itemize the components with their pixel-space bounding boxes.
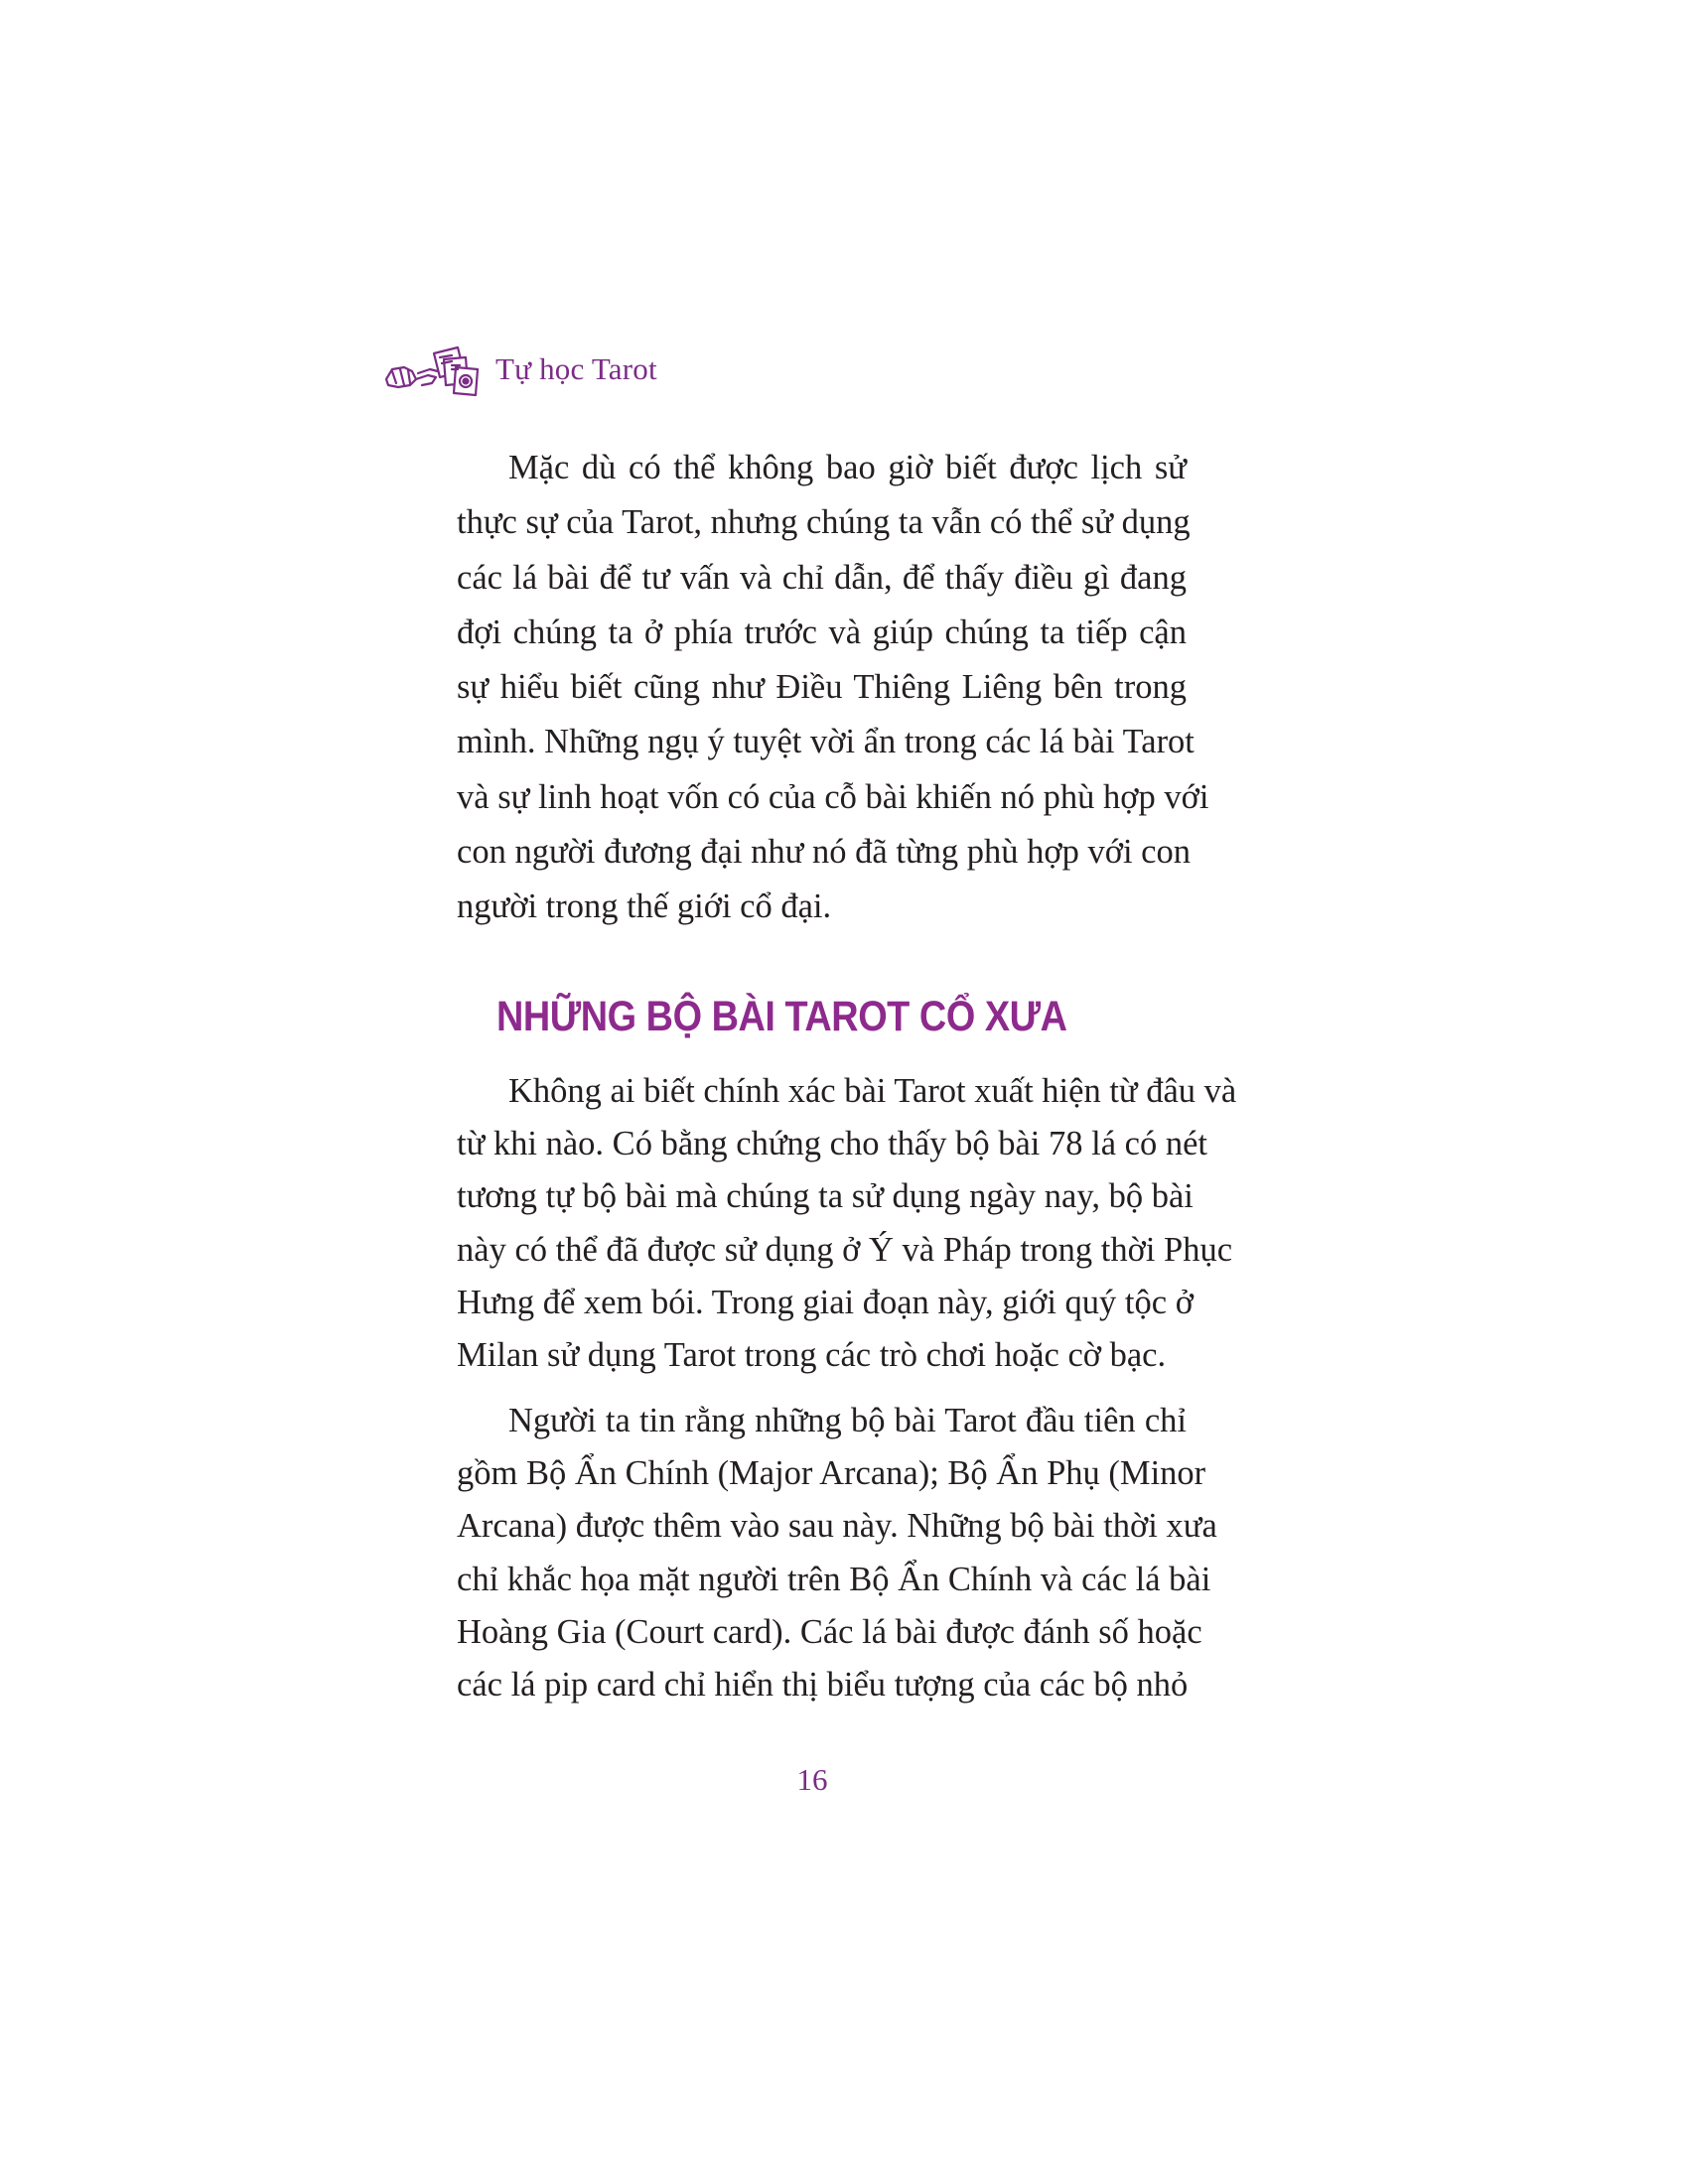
body-paragraph-2: [457, 1065, 1237, 1382]
running-header: [382, 340, 657, 399]
text-line: Mặc dù có thể không bao giờ biết được lịch sử: [508, 449, 1187, 486]
text-line: con người đương đại như nó đã từng phù hợp với con: [457, 833, 1191, 872]
text-line: từ khi nào. Có bằng chứng cho thấy bộ bài 78 lá có nét: [457, 1125, 1207, 1163]
section-heading: NHỮNG BỘ BÀI TAROT CỔ XƯA: [496, 993, 1067, 1040]
text-line: Milan sử dụng Tarot trong các trò chơi hoặc cờ bạc.: [457, 1336, 1167, 1375]
text-line: tương tự bộ bài mà chúng ta sử dụng ngày nay, bộ bài: [457, 1177, 1194, 1216]
text-line: gồm Bộ Ẩn Chính (Major Arcana); Bộ Ẩn Phụ (Minor: [457, 1454, 1206, 1493]
text-line: Hoàng Gia (Court card). Các lá bài được đánh số hoặc: [457, 1612, 1202, 1651]
text-line: thực sự của Tarot, nhưng chúng ta vẫn có thể sử dụng: [457, 503, 1191, 542]
text-line: người trong thế giới cổ đại.: [457, 887, 832, 926]
text-line: Người ta tin rằng những bộ bài Tarot đầu tiên chỉ: [508, 1402, 1187, 1439]
text-line: Không ai biết chính xác bài Tarot xuất hiện từ đâu và: [508, 1072, 1237, 1110]
text-line: các lá pip card chỉ hiển thị biểu tượng của các bộ nhỏ: [457, 1666, 1189, 1705]
text-line: sự hiểu biết cũng như Điều Thiêng Liêng bên trong: [457, 668, 1187, 707]
text-line: và sự linh hoạt vốn có của cỗ bài khiến nó phù hợp với: [457, 777, 1209, 816]
tarot-hand-cards-icon: [382, 340, 490, 399]
text-line: này có thể đã được sử dụng ở Ý và Pháp trong thời Phục: [457, 1230, 1233, 1269]
running-header-title: Tự học Tarot: [495, 351, 657, 386]
body-paragraph-3: [457, 1395, 1217, 1711]
text-line: Hưng để xem bói. Trong giai đoạn này, giới quý tộc ở: [457, 1283, 1194, 1321]
body-paragraph-1: [457, 441, 1209, 935]
text-line: Arcana) được thêm vào sau này. Những bộ bài thời xưa: [457, 1507, 1217, 1546]
page-number: 16: [796, 1762, 828, 1797]
text-line: đợi chúng ta ở phía trước và giúp chúng ta tiếp cận: [457, 613, 1187, 651]
text-line: các lá bài để tư vấn và chỉ dẫn, để thấy điều gì đang: [457, 558, 1187, 597]
text-line: mình. Những ngụ ý tuyệt vời ẩn trong các lá bài Tarot: [457, 723, 1195, 761]
text-line: chỉ khắc họa mặt người trên Bộ Ẩn Chính và các lá bài: [457, 1560, 1211, 1598]
